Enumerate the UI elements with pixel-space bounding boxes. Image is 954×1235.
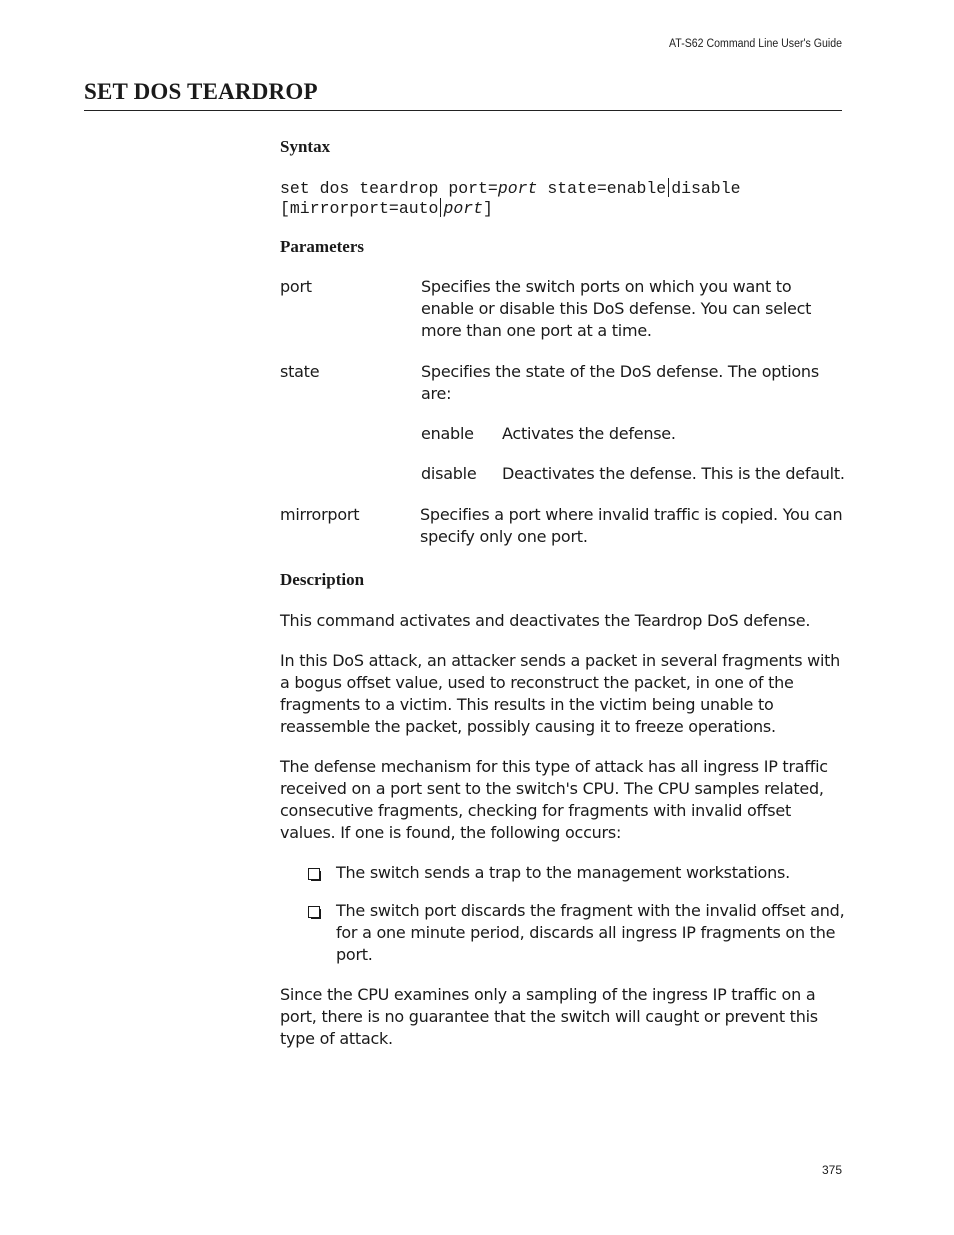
syntax-separator bbox=[440, 198, 441, 217]
state-option-disable-desc: Deactivates the defense. This is the default. bbox=[502, 464, 845, 483]
syntax-text: ] bbox=[483, 199, 493, 218]
param-desc-mirrorport: Specifies a port where invalid traffic is copied. You can specify only one port. bbox=[420, 505, 843, 546]
syntax-separator bbox=[668, 178, 669, 197]
description-paragraph: The defense mechanism for this type of attack has all ingress IP traffic received on a port sent to the switch's CPU. The CPU samples related, consecutive fragments, checking for fragments with invalid offset values. If one is found, the following occurs: bbox=[280, 757, 828, 842]
param-name-port: port bbox=[280, 277, 312, 296]
param-desc-state: Specifies the state of the DoS defense. The options are: bbox=[421, 362, 819, 403]
running-header: AT-S62 Command Line User's Guide bbox=[669, 38, 842, 50]
state-option-enable-desc: Activates the defense. bbox=[502, 424, 676, 443]
description-paragraph: This command activates and deactivates the Teardrop DoS defense. bbox=[280, 611, 811, 630]
syntax-variable: port bbox=[497, 179, 538, 198]
title-rule bbox=[84, 110, 842, 111]
syntax-text: set dos teardrop port= bbox=[280, 179, 498, 198]
checkbox-bullet-icon bbox=[308, 906, 320, 918]
description-paragraph: Since the CPU examines only a sampling of the ingress IP traffic on a port, there is no guarantee that the switch will caught or prevent this type of attack. bbox=[280, 985, 818, 1048]
description-heading: Description bbox=[280, 570, 365, 589]
param-name-state: state bbox=[280, 362, 320, 381]
list-item bbox=[308, 900, 848, 966]
syntax-variable: port bbox=[443, 199, 484, 218]
param-name-mirrorport: mirrorport bbox=[280, 505, 360, 524]
list-item-text: The switch port discards the fragment with the invalid offset and, for a one minute period, discards all ingress IP fragments on the port. bbox=[336, 901, 845, 964]
syntax-code bbox=[280, 178, 741, 218]
description-paragraph: In this DoS attack, an attacker sends a packet in several fragments with a bogus offset value, used to reconstruct the packet, in one of the fragments to a victim. This results in the victim being unable to reassemble the packet, possibly causing it to freeze operations. bbox=[280, 651, 841, 736]
list-item-text: The switch sends a trap to the management workstations. bbox=[336, 863, 790, 882]
syntax-text: [mirrorport=auto bbox=[280, 199, 439, 218]
state-option-enable: enable bbox=[421, 424, 474, 443]
parameters-heading: Parameters bbox=[280, 237, 365, 256]
checkbox-bullet-icon bbox=[308, 868, 320, 880]
page-title: SET DOS TEARDROP bbox=[84, 79, 318, 104]
syntax-heading: Syntax bbox=[280, 137, 331, 156]
page-number: 375 bbox=[821, 1163, 842, 1177]
syntax-text: state=enable bbox=[537, 179, 667, 198]
param-desc-port: Specifies the switch ports on which you want to enable or disable this DoS defense. You can select more than one port at a time. bbox=[421, 277, 812, 340]
state-option-disable: disable bbox=[421, 464, 477, 483]
syntax-text: disable bbox=[671, 179, 741, 198]
list-item bbox=[308, 862, 848, 884]
